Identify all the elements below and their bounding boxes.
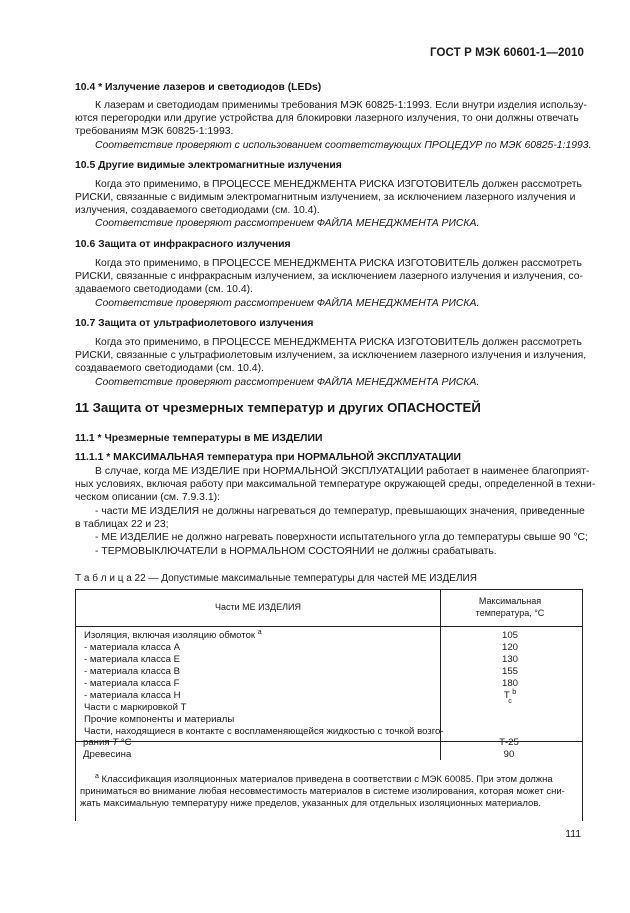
list-item: - ТЕРМОВЫКЛЮЧАТЕЛИ в НОРМАЛЬНОМ СОСТОЯНИИ не должны срабатывать. <box>95 546 497 557</box>
table-footnote-line: $^a$ Классификация изоляционных материалов приведена в соответствии с МЭК 60085. При этом должна <box>95 772 553 785</box>
table-footnote-line: жать максимальную температуру ниже пределов, указанных для отдельных изоляционных материалов. <box>80 798 541 809</box>
paragraph-line: Когда это применимо, в ПРОЦЕССЕ МЕНЕДЖМЕНТА РИСКА ИЗГОТОВИТЕЛЬ должен рассмотреть <box>95 337 582 348</box>
header-divider <box>76 626 582 627</box>
paragraph-line: ческом описании (см. 7.9.3.1): <box>75 492 220 503</box>
table-row-value: c <box>508 697 512 705</box>
page-number: 111 <box>565 829 581 840</box>
paragraph-line: здаваемого светодиодами (см. 10.4). <box>75 284 253 295</box>
heading-10-4: 10.4 * Излучение лазеров и светодиодов (LEDs) <box>75 82 322 93</box>
standard-code-header: ГОСТ Р МЭК 60601-1—2010 <box>430 47 584 59</box>
table-row-part: Древесина <box>83 749 132 760</box>
table-row-value: 130 <box>501 654 518 665</box>
paragraph-line: создаваемого светодиодами (см. 10.4). <box>75 363 264 374</box>
paragraph-line: Когда это применимо, в ПРОЦЕССЕ МЕНЕДЖМЕНТА РИСКА ИЗГОТОВИТЕЛЬ должен рассмотреть <box>95 179 582 190</box>
heading-11-1-1: 11.1.1 * МАКСИМАЛЬНАЯ температура при НОРМАЛЬНОЙ ЭКСПЛУАТАЦИИ <box>75 452 461 463</box>
table-row-part: - материала класса F <box>84 678 180 689</box>
heading-10-6: 10.6 Защита от инфракрасного излучения <box>75 239 291 250</box>
paragraph-line: Когда это применимо, в ПРОЦЕССЕ МЕНЕДЖМЕНТА РИСКА ИЗГОТОВИТЕЛЬ должен рассмотреть <box>95 258 582 269</box>
paragraph-line: излучения, создаваемого светодиодами (см. 10.4). <box>75 205 320 216</box>
table-row-part: рания Т °C <box>83 737 132 748</box>
heading-10-5: 10.5 Другие видимые электромагнитные излучения <box>75 160 342 171</box>
column-header-temperature-unit: температура, °С <box>475 608 545 618</box>
table-row-value: 155 <box>501 666 518 677</box>
table-row-value: 105 <box>501 630 518 641</box>
heading-11-1: 11.1 * Чрезмерные температуры в МЕ ИЗДЕЛИИ <box>75 433 323 444</box>
table-row-value: T $^b$ <box>503 688 517 701</box>
table-row-part: - материала класса Е <box>84 654 181 665</box>
compliance-note: Соответствие проверяют с использованием соответствующих ПРОЦЕДУР по МЭК 60825-1:1993. <box>95 140 592 151</box>
table-row-part: Части с маркировкой T <box>84 702 187 713</box>
compliance-note: Соответствие проверяют рассмотрением ФАЙЛА МЕНЕДЖМЕНТА РИСКА. <box>95 377 480 388</box>
list-item-continuation: в таблицах 22 и 23; <box>75 519 169 530</box>
column-header-temperature: Максимальная <box>478 596 542 606</box>
heading-11: 11 Защита от чрезмерных температур и других ОПАСНОСТЕЙ <box>75 400 481 415</box>
heading-10-7: 10.7 Защита от ультрафиолетового излучения <box>75 318 314 329</box>
table-row-part: Изоляция, включая изоляцию обмоток $^a$ <box>84 628 262 641</box>
paragraph-line: В случае, когда МЕ ИЗДЕЛИЕ при НОРМАЛЬНОЙ ЭКСПЛУАТАЦИИ работает в наименее благоприят- <box>95 466 590 477</box>
column-header-parts: Части МЕ ИЗДЕЛИЯ <box>214 602 302 612</box>
table-footnote-line: приниматься во внимание любая несовместимость материалов в системе изолирования, которая может сни- <box>80 786 565 797</box>
list-item: - МЕ ИЗДЕЛИЕ не должно нагревать поверхности испытательного угла до температуры свыше 90 °С; <box>95 532 588 543</box>
paragraph-line: ются перегородки или другие устройства для блокировки лазерного излучения, то они должны отвечать <box>75 113 579 124</box>
paragraph-line: РИСКИ, связанные с инфракрасным излучением, за исключением лазерного излучения и излучения, со- <box>75 271 583 282</box>
paragraph-line: РИСКИ, связанные с видимым электромагнитным излучением, за исключением лазерного излучения и <box>75 192 576 203</box>
table-row-part: Части, находящиеся в контакте с воспламеняющейся жидкостью с точкой возго- <box>84 726 444 737</box>
compliance-note: Соответствие проверяют рассмотрением ФАЙЛА МЕНЕДЖМЕНТА РИСКА. <box>95 218 480 229</box>
paragraph-line: требованиям МЭК 60825-1:1993. <box>75 126 234 137</box>
table-row-part: - материала класса В <box>84 666 181 677</box>
table-row-part: Прочие компоненты и материалы <box>84 714 235 725</box>
table-row-value: Т-25 <box>499 737 519 748</box>
list-item: - части МЕ ИЗДЕЛИЯ не должны нагреваться до температур, превышающих значения, приведенные <box>95 506 585 517</box>
table-row-value: 180 <box>501 678 518 689</box>
table-caption: Т а б л и ц а 22 — Допустимые максимальные температуры для частей МЕ ИЗДЕЛИЯ <box>75 573 477 584</box>
paragraph-line: ных условиях, включая работу при максимальной температуре окружающей среды, определенной в техни- <box>75 479 596 490</box>
paragraph-line: К лазерам и светодиодам применимы требования МЭК 60825-1:1993. Если внутри изделия использу- <box>95 100 587 111</box>
table-row-part: - материала класса А <box>84 642 181 653</box>
table-row-value: 120 <box>501 642 518 653</box>
paragraph-line: РИСКИ, связанные с ультрафиолетовым излучением, за исключением лазерного излучения и излучения, <box>75 350 587 361</box>
compliance-note: Соответствие проверяют рассмотрением ФАЙЛА МЕНЕДЖМЕНТА РИСКА. <box>95 298 480 309</box>
table-row-value: 90 <box>503 749 515 760</box>
table-row-part: - материала класса Н <box>84 690 181 701</box>
